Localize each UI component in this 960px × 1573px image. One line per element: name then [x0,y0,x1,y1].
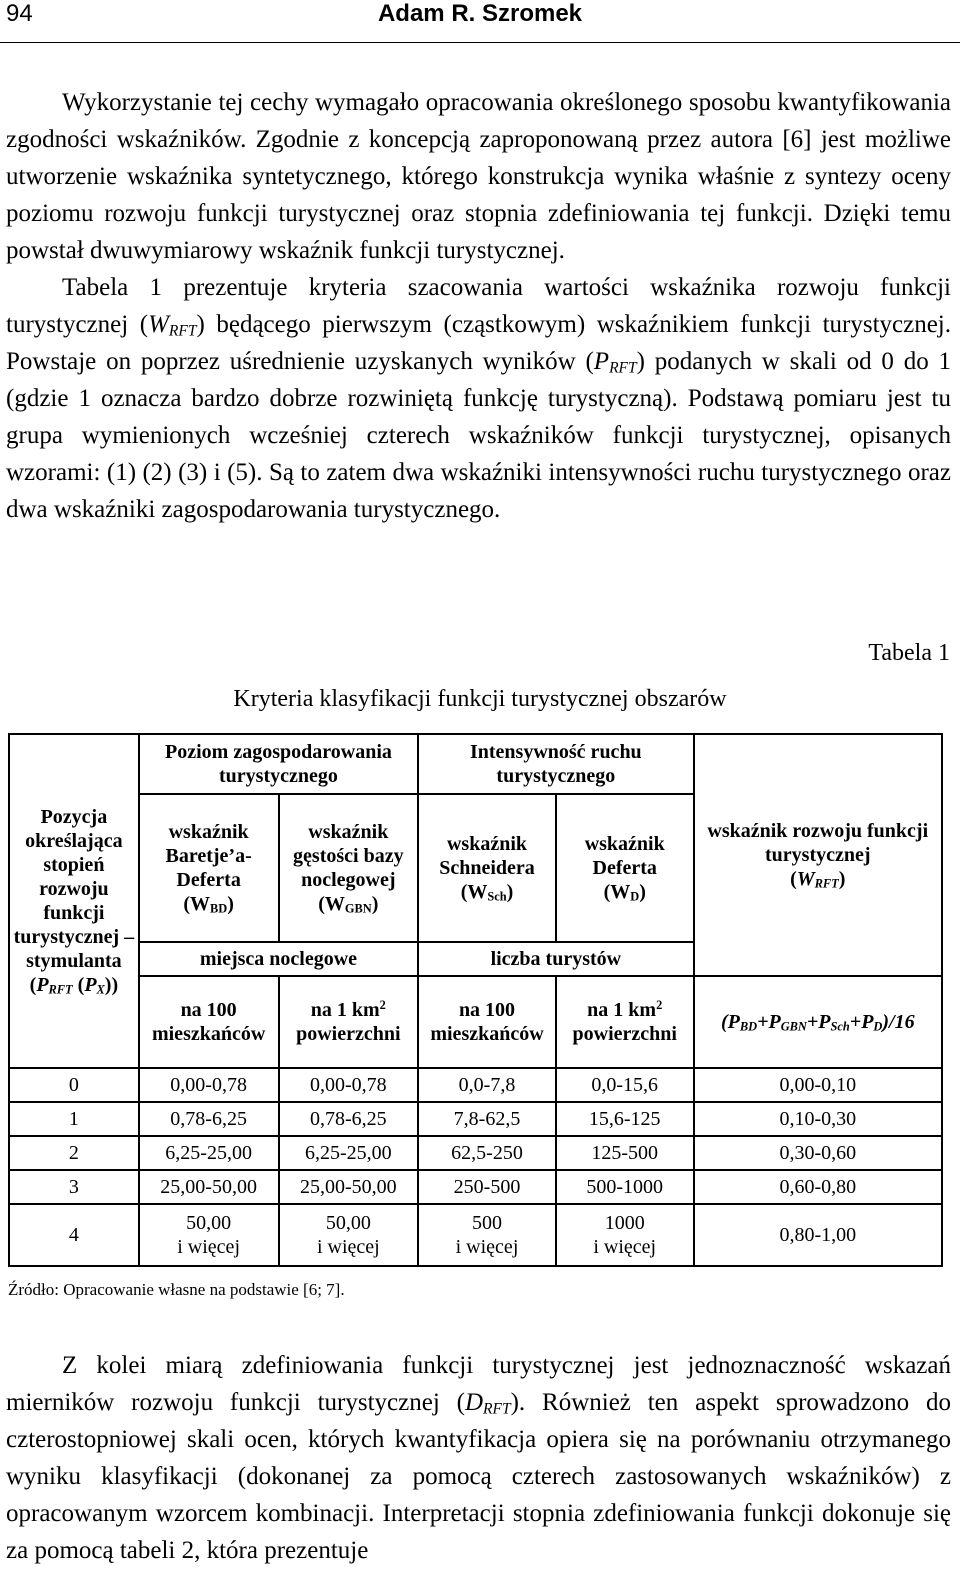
density-header: wskaźnik gęstości bazy noclegowej $(W_{GBN})$ [279,794,419,942]
table-cell: 0,30-0,60 [694,1136,942,1170]
table-cell: 0,10-0,30 [694,1102,942,1136]
perkm-header: na 1 $km^2$ powierzchni [556,976,694,1068]
paragraph-text: ). Również ten aspekt sprowadzono do czterostopniowej skali ocen, których kwantyfikacja opiera się na porównaniu otrzymanego wyniku klasyfikacji (dokonanej za pomocą czterech zastosowanych wskaźników) z opracowanym wzorcem kombinacji. Interpretacji stopnia zdefiniowania funkcji dokonuje się za pomocą tabeli 2, która prezentuje [6,1389,951,1564]
table-cell: 0,00-0,10 [694,1068,942,1102]
table-cell: 7,8-62,5 [418,1102,556,1136]
baretje-header: wskaźnik Baretje’a-Deferta $(W_{BD})$ [139,794,279,942]
page-header [0,0,960,44]
paragraph-text: ) będącego pierwszym (cząstkowym) wskaźnikiem funkcji turystycznej. Powstaje on poprzez uśrednienie uzyskanych wyników ( [6,311,951,375]
table-label: Tabela 1 [868,640,950,666]
paragraph [6,84,951,269]
table-cell: 0,60-0,80 [694,1170,942,1204]
table-cell: 0,78-6,25 [139,1102,279,1136]
table-cell: 250-500 [418,1170,556,1204]
symbol-subscript: RFT [483,1400,511,1418]
table-cell: 0 [9,1068,139,1102]
rft-header: wskaźnik rozwoju funkcji turystycznej $(W_{RFT})$ [694,734,942,976]
symbol-subscript: RFT [609,359,637,377]
criteria-table [8,733,943,1267]
paragraph-text: Z kolei miarą zdefiniowania funkcji turystycznej jest jednoznaczność wskazań mierników rozwoju funkcji turystycznej ( [6,1352,951,1416]
table-cell: 25,00-50,00 [139,1170,279,1204]
body-text-top [6,84,951,528]
table-caption: Kryteria klasyfikacji funkcji turystycznej obszarów [233,686,727,712]
header-rule [0,42,960,43]
symbol: W [148,311,169,338]
intensity-header: Intensywność ruchu turystycznego [418,734,693,794]
table-cell: 0,0-7,8 [418,1068,556,1102]
table-cell: 0,00-0,78 [279,1068,419,1102]
table-cell: 25,00-50,00 [279,1170,419,1204]
table-cell: 62,5-250 [418,1136,556,1170]
symbol: D [464,1389,484,1416]
paragraph [6,1347,951,1569]
table-cell: 0,78-6,25 [279,1102,419,1136]
table-cell: 50,00 i więcej [139,1204,279,1266]
paragraph-text: Wykorzystanie tej cechy wymagało opracowania określonego sposobu kwantyfikowania zgodności wskaźników. Zgodnie z koncepcją zaproponowaną przez autora [6] jest możliwe utworzenie wskaźnika syntetycznego, którego konstrukcja wynika właśnie z syntezy oceny poziomu rozwoju funkcji turystycznej oraz stopnia zdefiniowania tej funkcji. Dzięki temu powstał dwuwymiarowy wskaźnik funkcji turystycznej. [6,89,951,264]
symbol: P [593,348,610,375]
defert-header: wskaźnik Deferta $(W_D)$ [556,794,694,942]
paragraph-text: ) podanych w skali od 0 do 1 (gdzie 1 oznacza bardzo dobrze rozwiniętą funkcję turystyczną). Podstawą pomiaru jest tu grupa wymienionych wcześniej czterech wskaźników funkcji turystycznej, opisanych wzorami: (1) (2) (3) i (5). Są to zatem dwa wskaźniki intensywności ruchu turystycznego oraz dwa wskaźniki zagospodarowania turystycznego. [6,348,951,523]
formula-cell: $(P_{BD}+P_{GBN}+P_{Sch}+P_D)/16$ [694,976,942,1068]
table-row [9,1068,942,1102]
perkm-header: na 1 $km^2$ powierzchni [279,976,419,1068]
body-text-bottom [6,1347,951,1569]
table-cell: 6,25-25,00 [139,1136,279,1170]
table-cell: 0,0-15,6 [556,1068,694,1102]
table-cell: 6,25-25,00 [279,1136,419,1170]
table-cell: 0,00-0,78 [139,1068,279,1102]
running-author: Adam R. Szromek [377,0,583,27]
table-cell: 0,80-1,00 [694,1204,942,1266]
beds-header: miejsca noclegowe [139,942,418,976]
symbol-subscript: RFT [168,322,197,340]
paragraph [6,269,951,528]
table-row [9,1170,942,1204]
table-header-row [9,976,942,1068]
position-header: Pozycja określająca stopień rozwoju funkcji turystycznej – stymulanta ($P_{RFT}$ $(P_X)$) [9,734,139,1068]
per100-header: na 100 mieszkańców [139,976,279,1068]
tourists-header: liczba turystów [418,942,693,976]
schneider-header: wskaźnik Schneidera $(W_{Sch})$ [418,794,556,942]
table-cell: 2 [9,1136,139,1170]
table-cell: 4 [9,1204,139,1266]
table-header-row [9,734,942,794]
development-header: Poziom zagospodarowania turystycznego [139,734,418,794]
table-cell: 3 [9,1170,139,1204]
table-cell: 50,00 i więcej [279,1204,419,1266]
table-row [9,1136,942,1170]
table-source: Źródło: Opracowanie własne na podstawie [6; 7]. [8,1280,345,1299]
table-cell: 500 i więcej [418,1204,556,1266]
table-row [9,1204,942,1266]
per100-header: na 100 mieszkańców [418,976,556,1068]
table-cell: 15,6-125 [556,1102,694,1136]
table-cell: 1 [9,1102,139,1136]
table-row [9,1102,942,1136]
page-number: 94 [6,0,33,27]
table-cell: 1000 i więcej [556,1204,694,1266]
paragraph-text: Tabela 1 prezentuje kryteria szacowania wartości wskaźnika rozwoju funkcji turystycznej ( [6,274,951,338]
table-cell: 125-500 [556,1136,694,1170]
table-cell: 500-1000 [556,1170,694,1204]
